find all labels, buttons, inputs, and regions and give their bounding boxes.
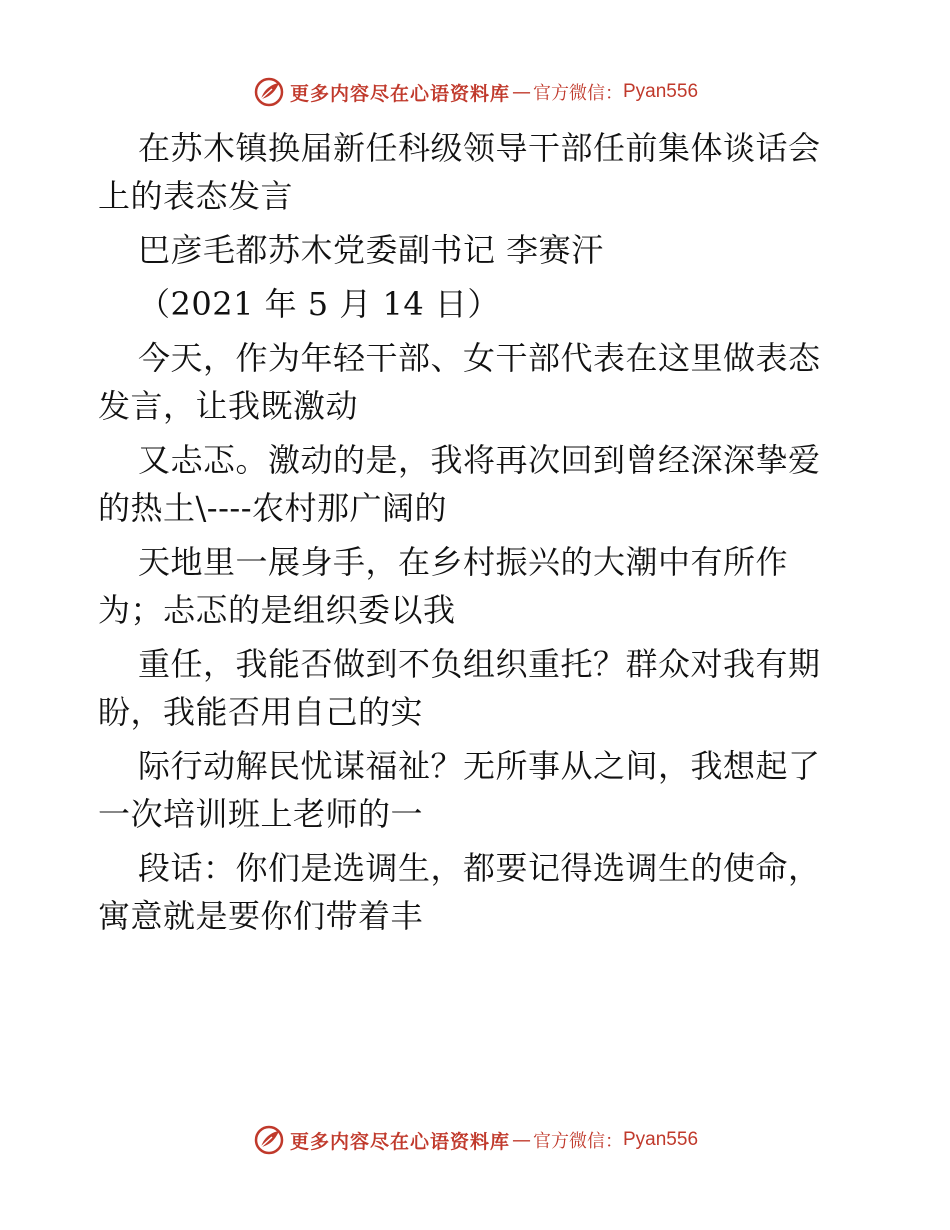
header-banner [0,72,950,112]
paragraph-line: 又忐忑。激动的是，我将再次回到曾经深深挚爱 [138,441,821,479]
paragraph-line: 天地里一展身手，在乡村振兴的大潮中有所作 [138,543,789,581]
banner-wechat-id: Pyan556 [623,81,699,102]
document-author: 巴彦毛都苏木党委副书记 李赛汗 [138,231,604,269]
red-leaf-logo-icon [252,75,286,109]
document-title-line-1: 在苏木镇换届新任科级领导干部任前集体谈话会 [138,129,821,167]
banner-wechat-id: Pyan556 [623,1129,699,1150]
document-date: （2021 年 5 月 14 日） [138,285,500,323]
red-leaf-logo-icon [252,1123,286,1157]
paragraph-line: 今天，作为年轻干部、女干部代表在这里做表态 [138,339,821,377]
paragraph-line: 的热土\----农村那广阔的 [98,489,448,527]
paragraph-line: 段话：你们是选调生，都要记得选调生的使命， [138,849,821,887]
document-title-line-2: 上的表态发言 [98,177,294,215]
paragraph-line: 盼，我能否用自己的实 [98,693,424,731]
banner-brand-text: 更多内容尽在心语资料库 [289,82,510,105]
document-body [98,124,858,940]
paragraph-line: 寓意就是要你们带着丰 [98,897,424,935]
footer-banner [0,1120,950,1160]
paragraph-line: 为；忐忑的是组织委以我 [98,591,456,629]
banner-wechat-label: 官方微信： [533,1131,623,1152]
banner-brand-text: 更多内容尽在心语资料库 [289,1130,510,1153]
paragraph-line: 发言，让我既激动 [98,387,359,425]
banner-separator: — [512,81,531,103]
paragraph-line: 重任，我能否做到不负组织重托？群众对我有期 [138,645,821,683]
paragraph-line: 一次培训班上老师的一 [98,795,424,833]
banner-wechat-label: 官方微信： [533,83,623,104]
banner-separator: — [512,1129,531,1151]
paragraph-line: 际行动解民忧谋福祉？无所事从之间，我想起了 [138,747,821,785]
